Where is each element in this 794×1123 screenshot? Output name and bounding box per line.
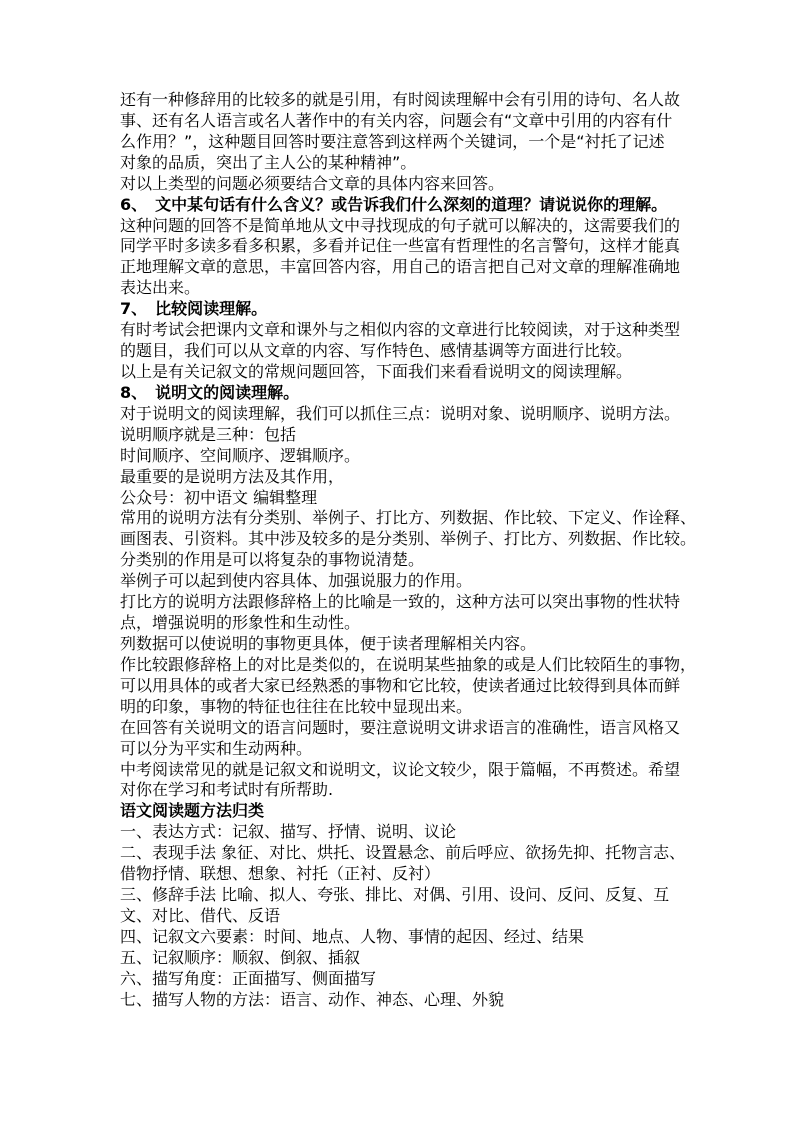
text-line: 对以上类型的问题必须要结合文章的具体内容来回答。 [120,173,505,193]
text-line: 对象的品质，突出了主人公的某种精神”。 [120,152,417,172]
section-heading: 8、 说明文的阅读理解。 [120,382,300,402]
text-line: 打比方的说明方法跟修辞格上的比喻是一致的，这种方法可以突出事物的性状特 [120,592,681,612]
text-line: 三、修辞手法 比喻、拟人、夸张、排比、对偶、引用、设问、反问、反复、互 [120,885,670,905]
text-line: 中考阅读常见的就是记叙文和说明文，议论文较少，限于篇幅，不再赘述。希望 [120,759,681,779]
text-line: 公众号：初中语文 编辑整理 [120,487,318,507]
text-line: 表达出来。 [120,278,201,298]
text-line: 有时考试会把课内文章和课外与之相似内容的文章进行比较阅读，对于这种类型 [120,320,681,340]
text-line: 文、对比、借代、反语 [120,905,281,925]
text-line: 常用的说明方法有分类别、举例子、打比方、列数据、作比较、下定义、作诠释、 [120,508,697,528]
text-line: 分类别的作用是可以将复杂的事物说清楚。 [120,550,425,570]
text-line: 六、描写角度：正面描写、侧面描写 [120,968,377,988]
section-heading: 语文阅读题方法归类 [120,801,265,821]
text-line: 画图表、引资料。其中涉及较多的是分类别、举例子、打比方、列数据、作比较。 [120,529,697,549]
text-line: 四、记叙文六要素：时间、地点、人物、事情的起因、经过、结果 [120,926,585,946]
section-heading: 6、 文中某句话有什么含义？或告诉我们什么深刻的道理？请说说你的理解。 [120,194,668,214]
text-line: 最重要的是说明方法及其作用， [120,466,345,486]
text-line: 列数据可以使说明的事物更具体，便于读者理解相关内容。 [120,633,537,653]
text-line: 二、表现手法 象征、对比、烘托、设置悬念、前后呼应、欲扬先抑、托物言志、 [120,843,686,863]
text-line: 五、记叙顺序：顺叙、倒叙、插叙 [120,947,361,967]
text-line: 在回答有关说明文的语言问题时，要注意说明文讲求语言的准确性，语言风格又 [120,717,681,737]
text-line: 借物抒情、联想、想象、衬托（正衬、反衬） [120,864,441,884]
text-line: 可以用具体的或者大家已经熟悉的事物和它比较，使读者通过比较得到具体而鲜 [120,675,681,695]
text-line: 说明顺序就是三种：包括 [120,424,297,444]
section-heading: 7、 比较阅读理解。 [120,299,268,319]
text-line: 明的印象，事物的特征也往往在比较中显现出来。 [120,696,473,716]
text-line: 么作用？”，这种题目回答时要注意答到这样两个关键词，一个是“衬托了记述 [120,131,665,151]
text-line: 点，增强说明的形象性和生动性。 [120,613,361,633]
text-line: 举例子可以起到使内容具体、加强说服力的作用。 [120,571,473,591]
text-line: 还有一种修辞用的比较多的就是引用，有时阅读理解中会有引用的诗句、名人故 [120,90,681,109]
text-line: 可以分为平实和生动两种。 [120,738,313,758]
text-line: 七、描写人物的方法：语言、动作、神态、心理、外貌 [120,989,505,1009]
document-page [120,90,700,1011]
text-line: 一、表达方式：记叙、描写、抒情、说明、议论 [120,822,457,842]
text-line: 作比较跟修辞格上的对比是类似的，在说明某些抽象的或是人们比较陌生的事物， [120,654,697,674]
text-line: 事、还有名人语言或名人著作中的有关内容，问题会有“文章中引用的内容有什 [120,110,673,130]
text-line: 正地理解文章的意思，丰富回答内容，用自己的语言把自己对文章的理解准确地 [120,257,681,277]
text-line: 以上是有关记叙文的常规问题回答，下面我们来看看说明文的阅读理解。 [120,361,633,381]
text-line: 的题目，我们可以从文章的内容、写作特色、感情基调等方面进行比较。 [120,341,633,361]
text-line: 同学平时多读多看多积累，多看并记住一些富有哲理性的名言警句，这样才能真 [120,236,681,256]
text-line: 这种问题的回答不是简单地从文中寻找现成的句子就可以解决的，这需要我们的 [120,215,681,235]
text-line: 对于说明文的阅读理解，我们可以抓住三点：说明对象、说明顺序、说明方法。 [120,403,681,423]
text-line: 时间顺序、空间顺序、逻辑顺序。 [120,445,361,465]
text-line: 对你在学习和考试时有所帮助. [120,780,334,800]
